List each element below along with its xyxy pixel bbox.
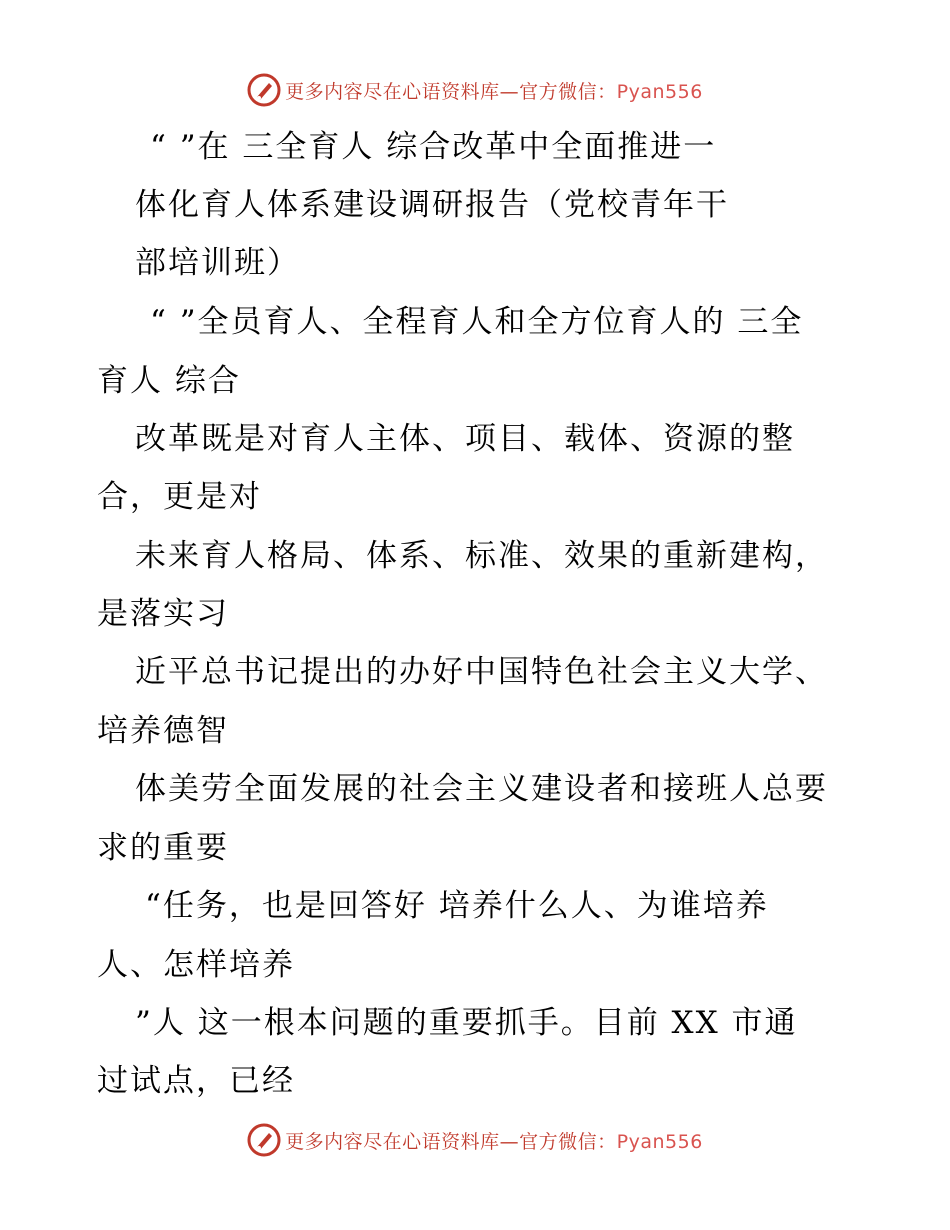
- watermark-wechat-id: Pyan556: [616, 1130, 703, 1153]
- paragraph-line: ”人 这一根本问题的重要抓手。目前 XX 市通: [135, 1005, 798, 1041]
- paragraph-line: 人、怎样培养: [97, 947, 295, 983]
- watermark-text: [285, 1127, 703, 1154]
- watermark-banner-top: [0, 70, 950, 110]
- pen-nib-logo-icon: [247, 1123, 281, 1157]
- document-title-line-2: 体化育人体系建设调研报告（党校青年干: [135, 187, 729, 223]
- pen-nib-logo-icon: [247, 73, 281, 107]
- paragraph-line: 过试点，已经: [97, 1063, 295, 1099]
- paragraph-line: 是落实习: [97, 596, 229, 632]
- paragraph-line: 近平总书记提出的办好中国特色社会主义大学、: [135, 654, 828, 690]
- paragraph-line: 求的重要: [97, 830, 229, 866]
- paragraph-line: “ ”全员育人、全程育人和全方位育人的 三全: [150, 304, 804, 340]
- document-title-line-3: 部培训班）: [135, 245, 300, 281]
- paragraph-line: “任务，也是回答好 培养什么人、为谁培养: [145, 888, 769, 924]
- paragraph-line: 改革既是对育人主体、项目、载体、资源的整: [135, 421, 795, 457]
- watermark-text: [285, 77, 703, 104]
- watermark-brand: 更多内容尽在心语资料库—官方微信：: [285, 80, 617, 103]
- watermark-banner-bottom: [0, 1120, 950, 1160]
- paragraph-line: 合，更是对: [97, 479, 262, 515]
- document-title-line-1: “ ”在 三全育人 综合改革中全面推进一: [150, 129, 717, 165]
- paragraph-line: 培养德智: [97, 713, 229, 749]
- paragraph-line: 育人 综合: [97, 363, 241, 399]
- watermark-wechat-id: Pyan556: [616, 80, 703, 103]
- paragraph-line: 未来育人格局、体系、标准、效果的重新建构，: [135, 538, 828, 574]
- paragraph-line: 体美劳全面发展的社会主义建设者和接班人总要: [135, 771, 828, 807]
- watermark-brand: 更多内容尽在心语资料库—官方微信：: [285, 1130, 617, 1153]
